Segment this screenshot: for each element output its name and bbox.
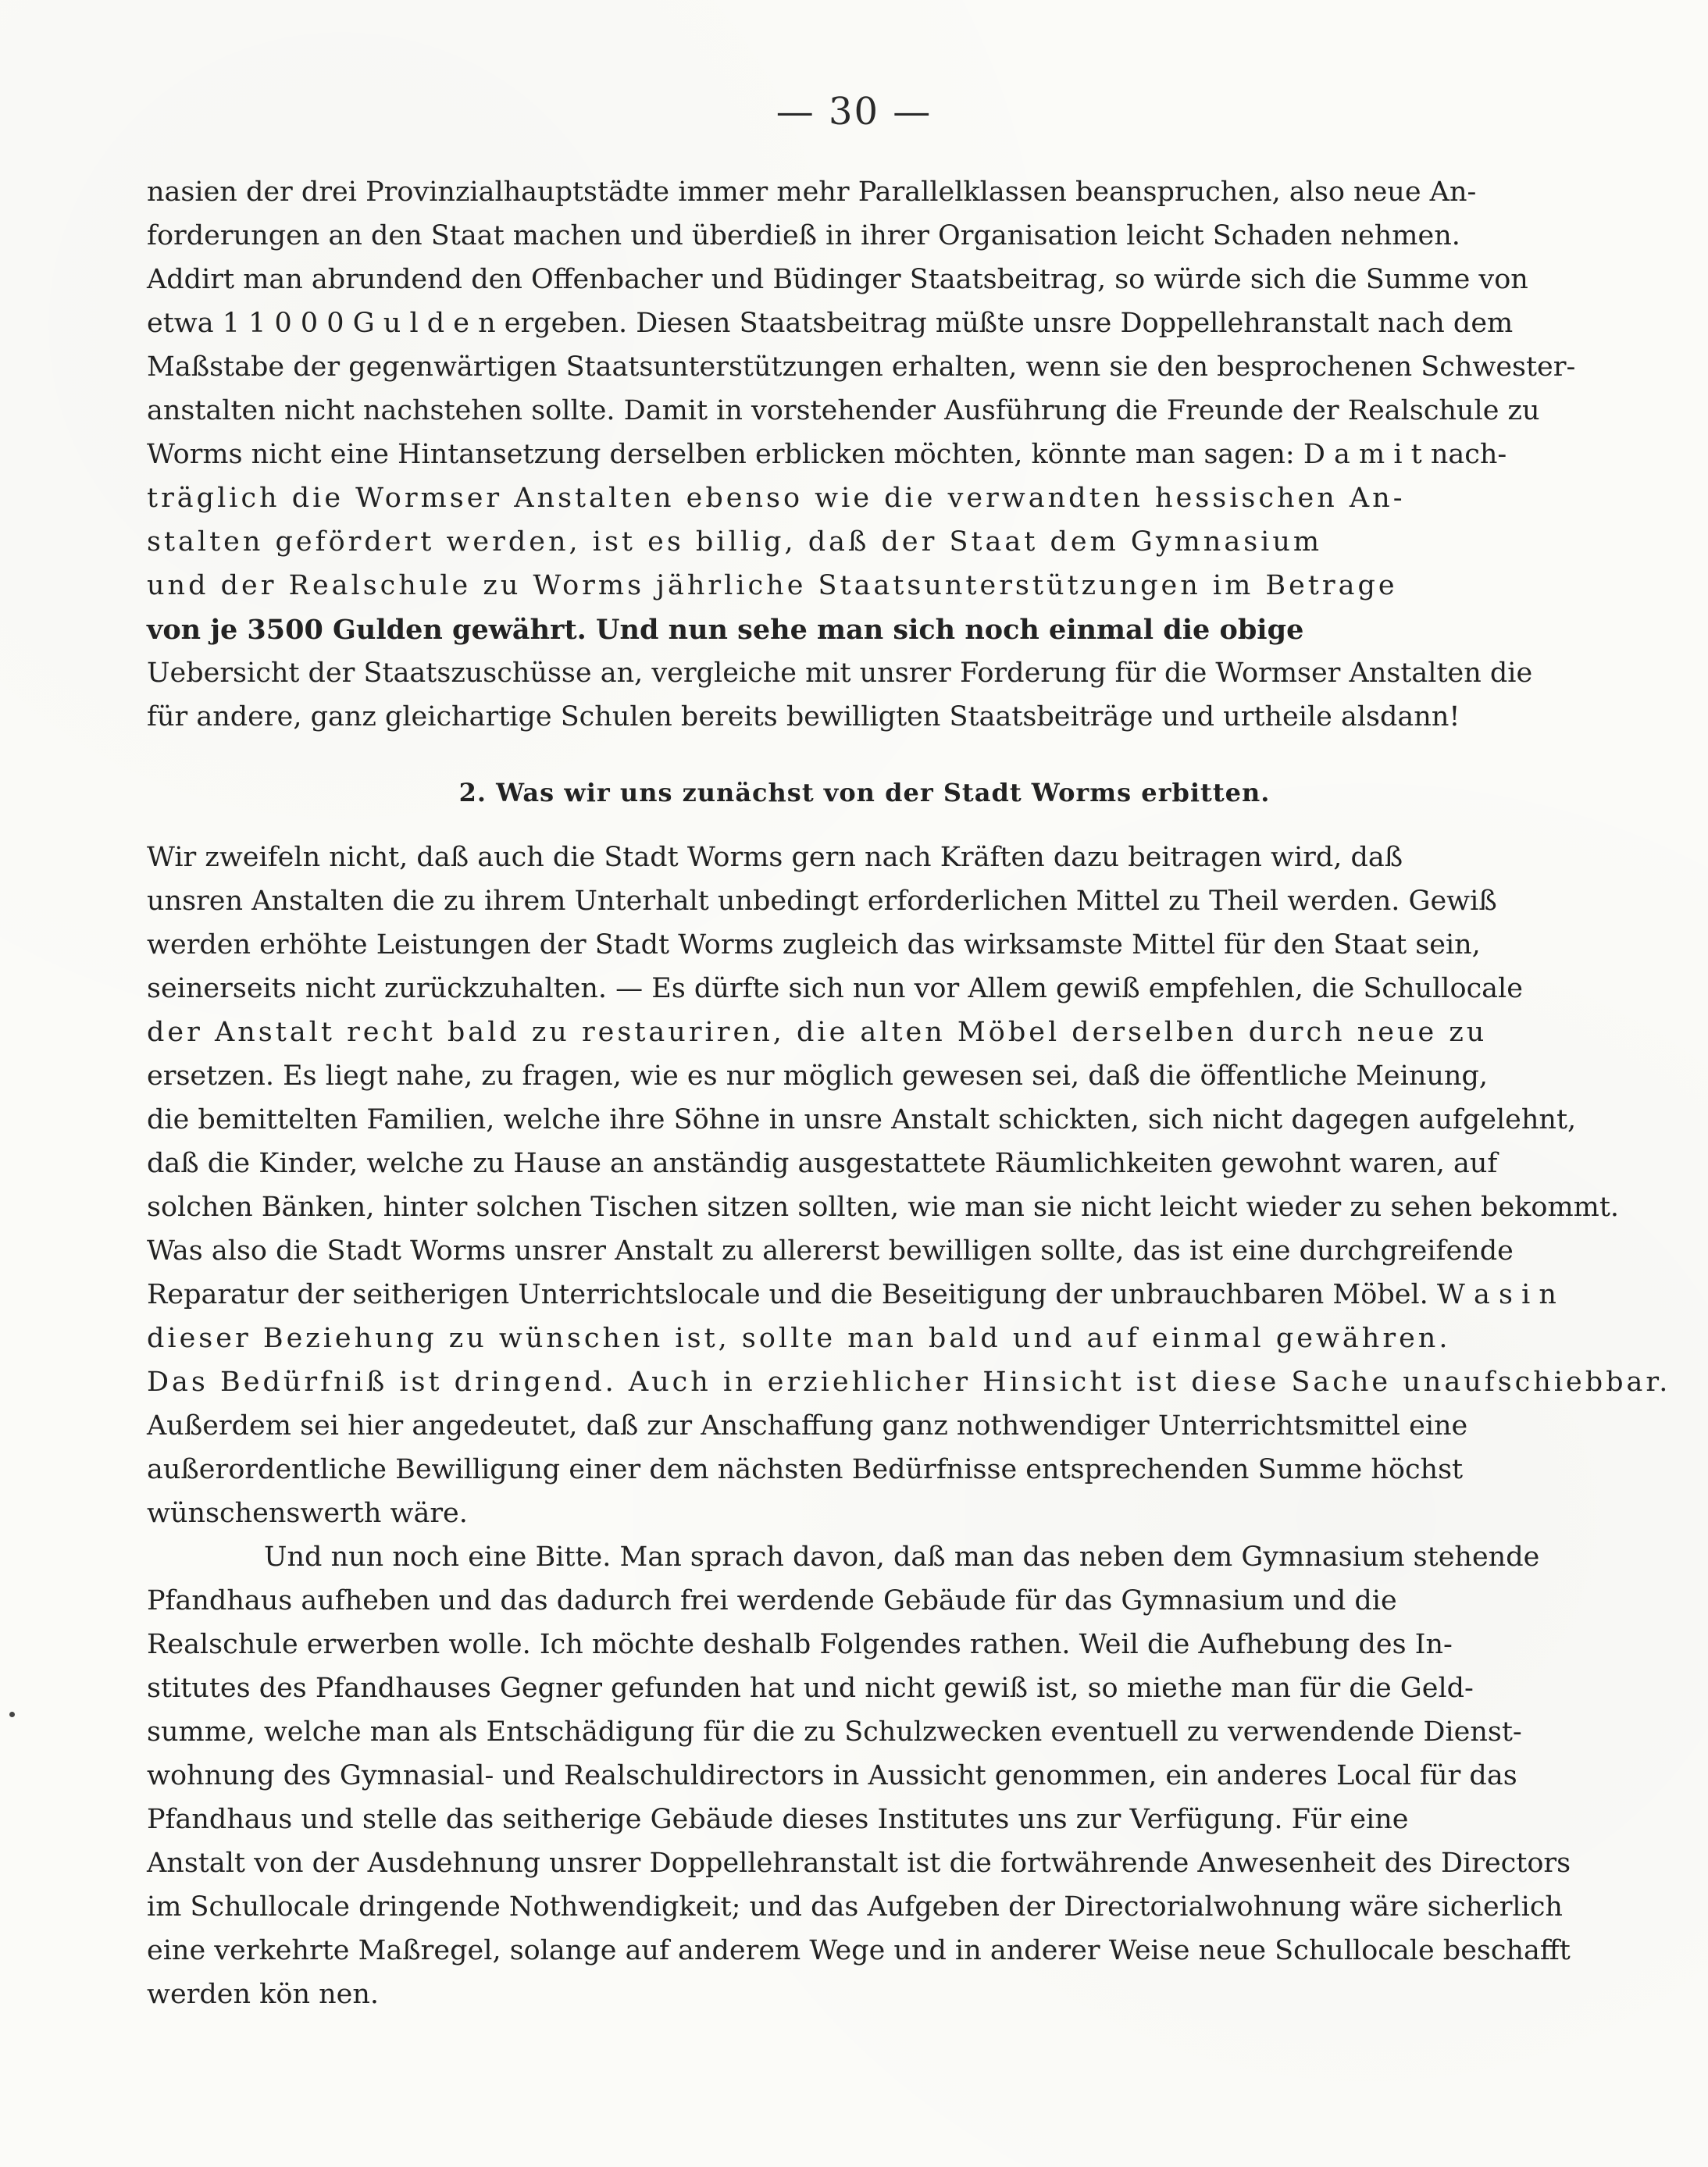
text-line-12: Uebersicht der Staatszuschüsse an, vergleiche mit unsrer Forderung für die Wormser Anstalten die	[147, 658, 1533, 689]
text-line-8: träglich die Wormser Anstalten ebenso wie die verwandten hessischen An-	[147, 483, 1406, 514]
text-line-10: und der Realschule zu Worms jährliche Staatsunterstützungen im Betrage	[147, 570, 1398, 601]
text-line-15: unsren Anstalten die zu ihrem Unterhalt unbedingt erforderlichen Mittel zu Theil werden. Gewiß	[147, 886, 1497, 917]
text-line-21: daß die Kinder, welche zu Hause an anständig ausgestattete Räumlichkeiten gewohnt waren, auf	[147, 1148, 1498, 1179]
text-line-17: seinerseits nicht zurückzuhalten. — Es dürfte sich nun vor Allem gewiß empfehlen, die Schullocale	[147, 973, 1523, 1004]
text-line-13: für andere, ganz gleichartige Schulen bereits bewilligten Staatsbeiträge und urtheile alsdann!	[147, 701, 1460, 732]
text-line-39: eine verkehrte Maßregel, solange auf anderem Wege und in anderer Weise neue Schullocale beschafft	[147, 1935, 1571, 1966]
text-line-27: Außerdem sei hier angedeutet, daß zur Anschaffung ganz nothwendiger Unterrichtsmittel eine	[147, 1410, 1468, 1442]
text-line-22: solchen Bänken, hinter solchen Tischen sitzen sollten, wie man sie nicht leicht wieder zu sehen bekommt.	[147, 1192, 1620, 1223]
text-line-35: wohnung des Gymnasial- und Realschuldirectors in Aussicht genommen, ein anderes Local für das	[147, 1760, 1517, 1791]
text-line-29: wünschenswerth wäre.	[147, 1498, 468, 1529]
text-line-26: Das Bedürfniß ist dringend. Auch in erziehlicher Hinsicht ist diese Sache unaufschiebbar.	[147, 1367, 1671, 1398]
text-line-36: Pfandhaus und stelle das seitherige Gebäude dieses Institutes uns zur Verfügung. Für eine	[147, 1804, 1409, 1835]
text-line-32: Realschule erwerben wolle. Ich möchte deshalb Folgendes rathen. Weil die Aufhebung des In-	[147, 1629, 1453, 1660]
text-line-28: außerordentliche Bewilligung einer dem nächsten Bedürfnisse entsprechenden Summe höchst	[147, 1454, 1464, 1485]
text-line-7: Worms nicht eine Hintansetzung derselben erblicken möchten, könnte man sagen: D a m i t nach-	[147, 439, 1507, 470]
scan-speck	[9, 1712, 15, 1717]
text-line-16: werden erhöhte Leistungen der Stadt Worms zugleich das wirksamste Mittel für den Staat sein,	[147, 929, 1481, 961]
text-line-24: Reparatur der seitherigen Unterrichtslocale und die Beseitigung der unbrauchbaren Möbel. W a s i n	[147, 1279, 1556, 1310]
text-line-19: ersetzen. Es liegt nahe, zu fragen, wie es nur möglich gewesen sei, daß die öffentliche Meinung,	[147, 1060, 1488, 1092]
text-line-1: nasien der drei Provinzialhauptstädte immer mehr Parallelklassen beanspruchen, also neue An-	[147, 176, 1477, 208]
text-line-4: etwa 1 1 0 0 0 G u l d e n ergeben. Diesen Staatsbeitrag müßte unsre Doppellehranstalt nach dem	[147, 308, 1514, 339]
text-line-3: Addirt man abrundend den Offenbacher und Büdinger Staatsbeitrag, so würde sich die Summe von	[147, 264, 1528, 295]
text-line-25: dieser Beziehung zu wünschen ist, sollte man bald und auf einmal gewähren.	[147, 1323, 1451, 1354]
text-line-31: Pfandhaus aufheben und das dadurch frei werdende Gebäude für das Gymnasium und die	[147, 1585, 1397, 1616]
text-line-40: werden kön nen.	[147, 1979, 380, 2010]
text-line-14: Wir zweifeln nicht, daß auch die Stadt Worms gern nach Kräften dazu beitragen wird, daß	[147, 842, 1403, 873]
text-line-6: anstalten nicht nachstehen sollte. Damit in vorstehender Ausführung die Freunde der Realschule zu	[147, 395, 1540, 426]
text-line-23: Was also die Stadt Worms unsrer Anstalt zu allererst bewilligen sollte, das ist eine durchgreifende	[147, 1235, 1514, 1267]
page-number-header: — 30 —	[776, 90, 932, 134]
text-line-34: summe, welche man als Entschädigung für die zu Schulzwecken eventuell zu verwendende Dienst-	[147, 1716, 1522, 1748]
text-line-5: Maßstabe der gegenwärtigen Staatsunterstützungen erhalten, wenn sie den besprochenen Schwester-	[147, 351, 1576, 383]
text-line-9: stalten gefördert werden, ist es billig, daß der Staat dem Gymnasium	[147, 526, 1323, 558]
text-line-38: im Schullocale dringende Nothwendigkeit; und das Aufgeben der Directorialwohnung wäre sicherlich	[147, 1891, 1563, 1923]
text-line-37: Anstalt von der Ausdehnung unsrer Doppellehranstalt ist die fortwährende Anwesenheit des Directors	[147, 1848, 1571, 1879]
text-line-2: forderungen an den Staat machen und überdieß in ihrer Organisation leicht Schaden nehmen.	[147, 220, 1460, 251]
text-line-33: stitutes des Pfandhauses Gegner gefunden hat und nicht gewiß ist, so miethe man für die Geld-	[147, 1673, 1474, 1704]
text-line-11: von je 3500 Gulden gewährt. Und nun sehe man sich noch einmal die obige	[147, 614, 1304, 646]
text-line-18: der Anstalt recht bald zu restauriren, die alten Möbel derselben durch neue zu	[147, 1017, 1488, 1048]
text-line-20: die bemittelten Familien, welche ihre Söhne in unsre Anstalt schickten, sich nicht dagegen aufgelehnt,	[147, 1104, 1577, 1135]
text-line-30: Und nun noch eine Bitte. Man sprach davon, daß man das neben dem Gymnasium stehende	[264, 1541, 1540, 1573]
section-heading: 2. Was wir uns zunächst von der Stadt Worms erbitten.	[458, 778, 1271, 807]
